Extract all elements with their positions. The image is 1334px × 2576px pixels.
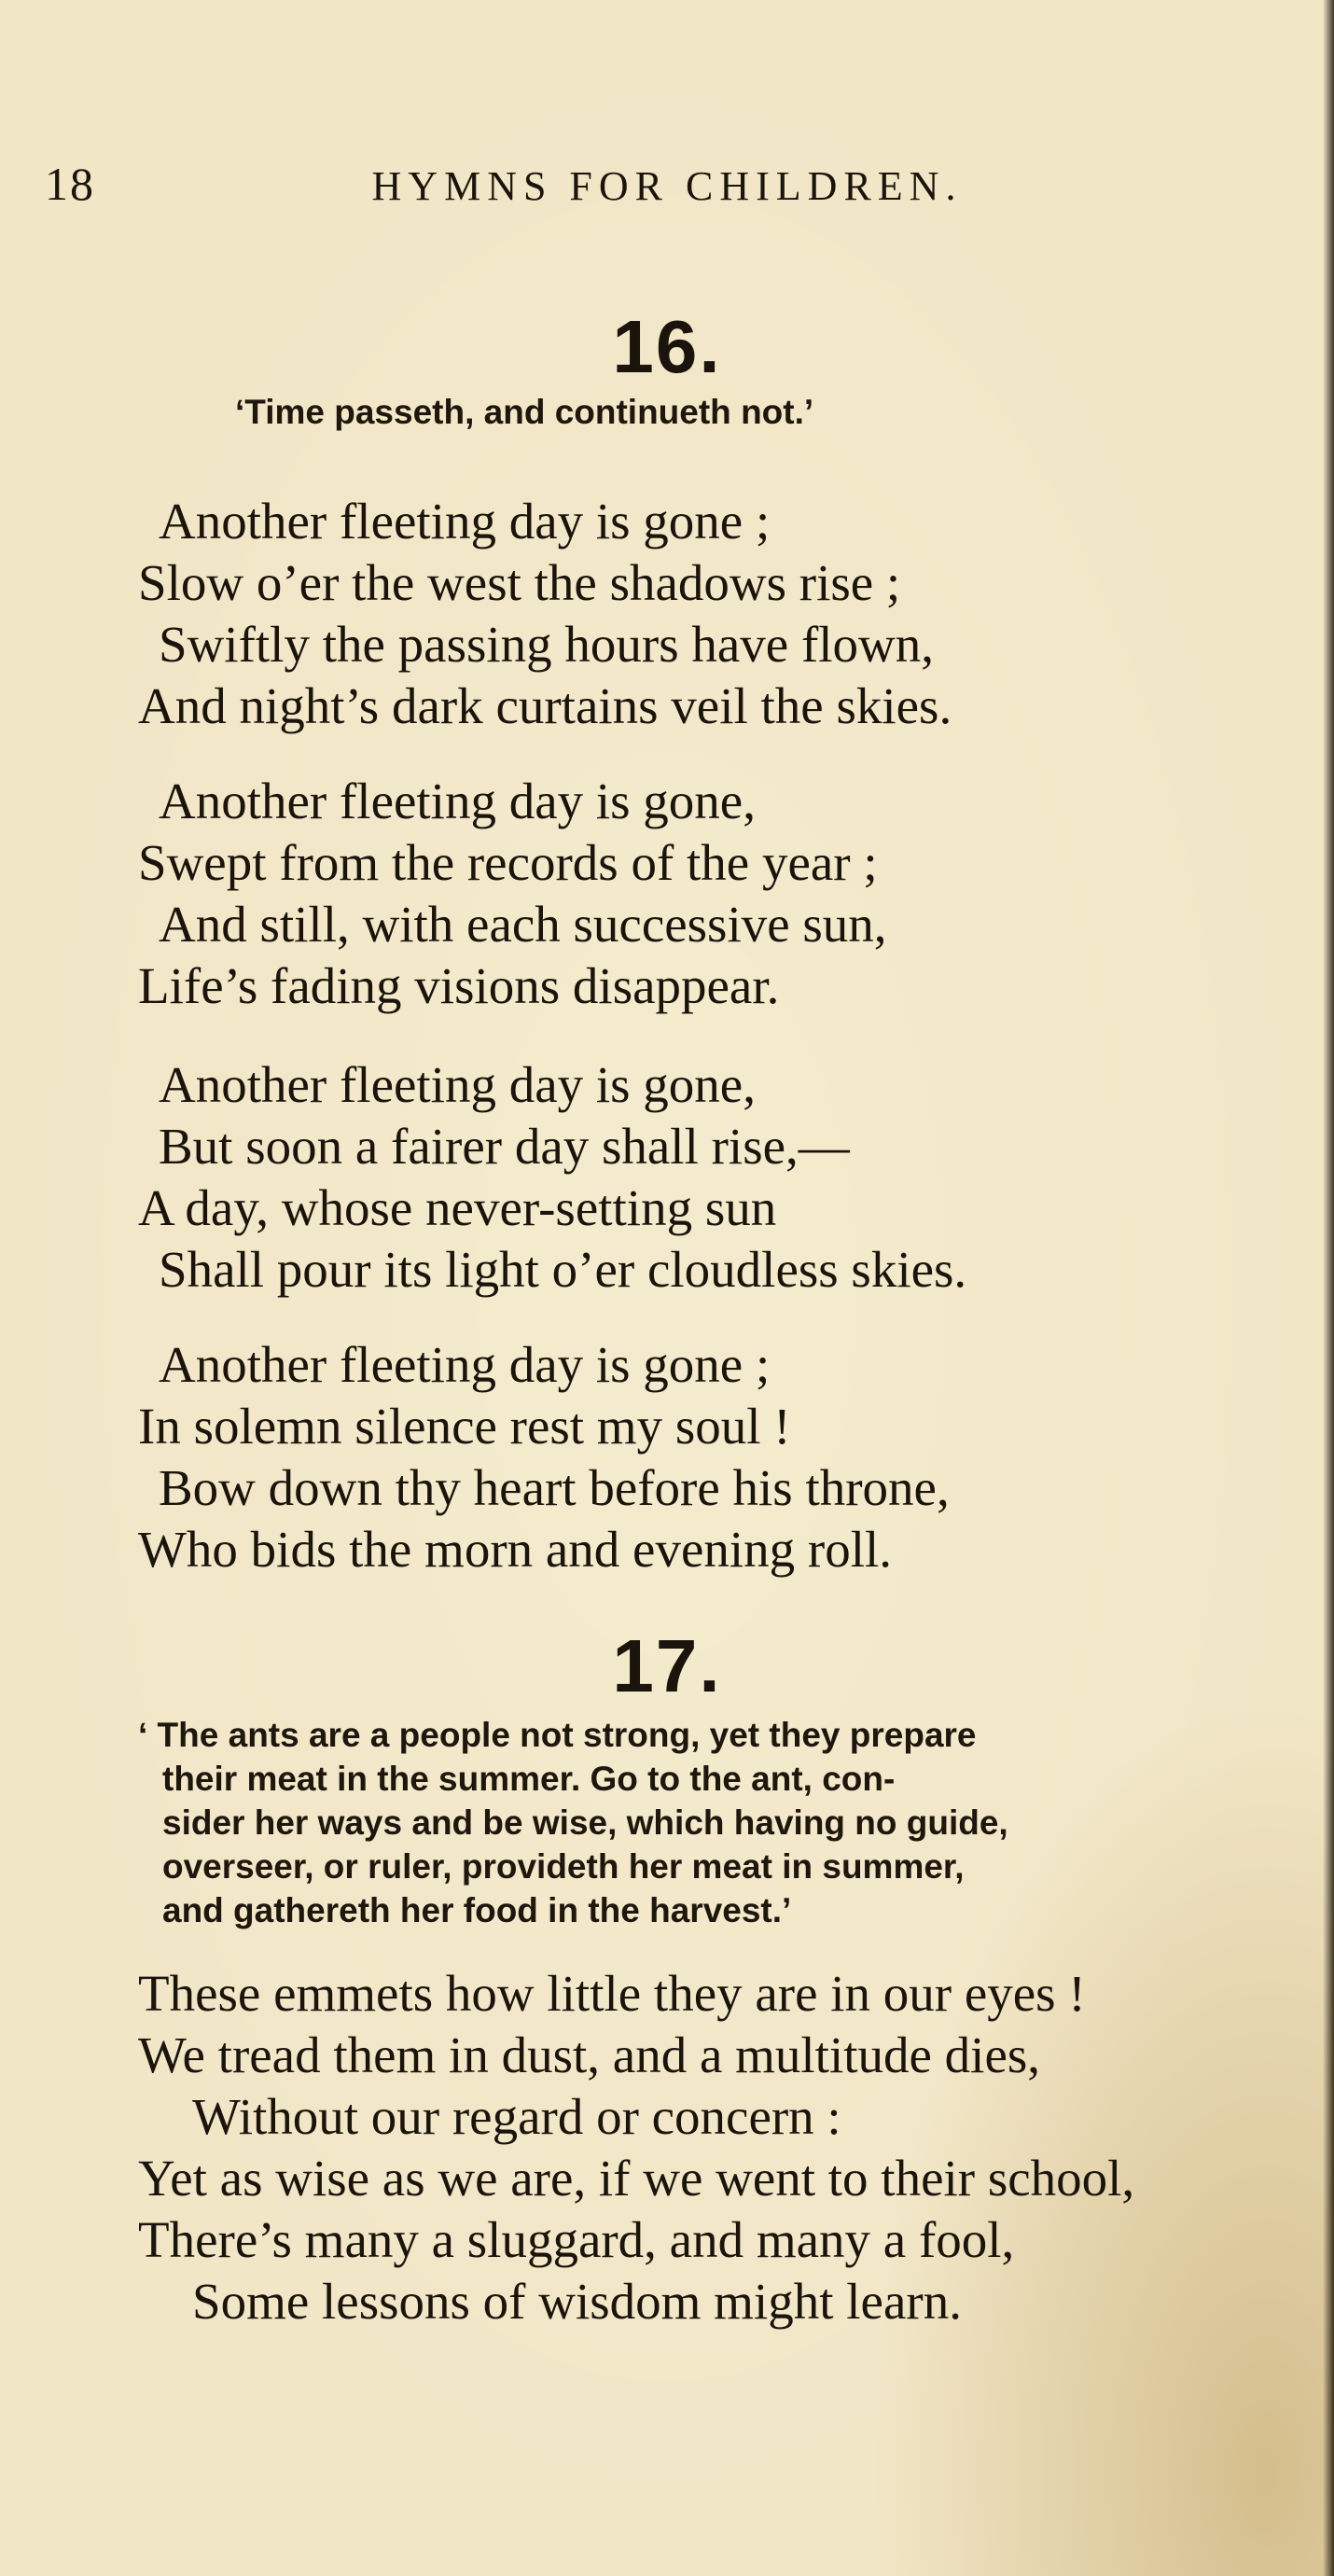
verse-line: And still, with each successive sun,	[159, 896, 887, 953]
hymn-16-stanza-4	[138, 1334, 950, 1580]
verse-line: Life’s fading visions disappear.	[138, 957, 780, 1014]
verse-line: Swiftly the passing hours have flown,	[159, 616, 935, 673]
hymn-16-stanza-2	[138, 771, 887, 1017]
epigraph-line: their meat in the summer. Go to the ant, con-	[162, 1760, 896, 1798]
verse-line: Bow down thy heart before his throne,	[159, 1459, 950, 1516]
hymn-16-stanza-3	[138, 1054, 966, 1301]
hymn-number-16: 16.	[612, 305, 722, 388]
page-header	[0, 157, 1334, 213]
epigraph-line: sider her ways and be wise, which having no guide,	[162, 1803, 1008, 1842]
verse-line: Slow o’er the west the shadows rise ;	[138, 554, 901, 611]
epigraph-line: ‘ The ants are a people not strong, yet they prepare	[138, 1716, 977, 1754]
verse-line: These emmets how little they are in our eyes !	[138, 1965, 1086, 2022]
verse-line: There’s many a sluggard, and many a fool,	[138, 2211, 1015, 2268]
verse-line: A day, whose never-setting sun	[138, 1179, 777, 1236]
epigraph-line: overseer, or ruler, provideth her meat in summer,	[162, 1847, 965, 1886]
epigraph-line: and gathereth her food in the harvest.’	[162, 1891, 792, 1929]
page-number: 18	[45, 158, 95, 210]
hymn-number-17: 17.	[612, 1624, 722, 1707]
verse-line: Another fleeting day is gone ;	[159, 1336, 771, 1393]
verse-line: But soon a fairer day shall rise,—	[159, 1118, 850, 1175]
verse-line: Another fleeting day is gone,	[159, 1056, 756, 1113]
verse-line: Without our regard or concern :	[192, 2088, 841, 2145]
verse-line: Who bids the morn and evening roll.	[138, 1521, 893, 1578]
hymn-17-stanza-1	[138, 1963, 1134, 2332]
hymn-17-epigraph	[138, 1713, 1313, 1932]
verse-line: Another fleeting day is gone ;	[159, 493, 771, 550]
verse-line: Shall pour its light o’er cloudless skies.	[159, 1241, 967, 1298]
verse-line: Another fleeting day is gone,	[159, 773, 756, 829]
verse-line: And night’s dark curtains veil the skies.	[138, 677, 952, 734]
verse-line: In solemn silence rest my soul !	[138, 1398, 791, 1455]
running-title: HYMNS FOR CHILDREN.	[371, 163, 963, 209]
verse-line: We tread them in dust, and a multitude dies,	[138, 2026, 1041, 2083]
verse-line: Swept from the records of the year ;	[138, 834, 878, 891]
hymn-16-stanza-1	[138, 491, 952, 737]
verse-line: Some lessons of wisdom might learn.	[192, 2273, 962, 2330]
hymn-16-epigraph: ‘Time passeth, and continueth not.’	[235, 393, 814, 431]
verse-line: Yet as wise as we are, if we went to their school,	[138, 2150, 1135, 2207]
